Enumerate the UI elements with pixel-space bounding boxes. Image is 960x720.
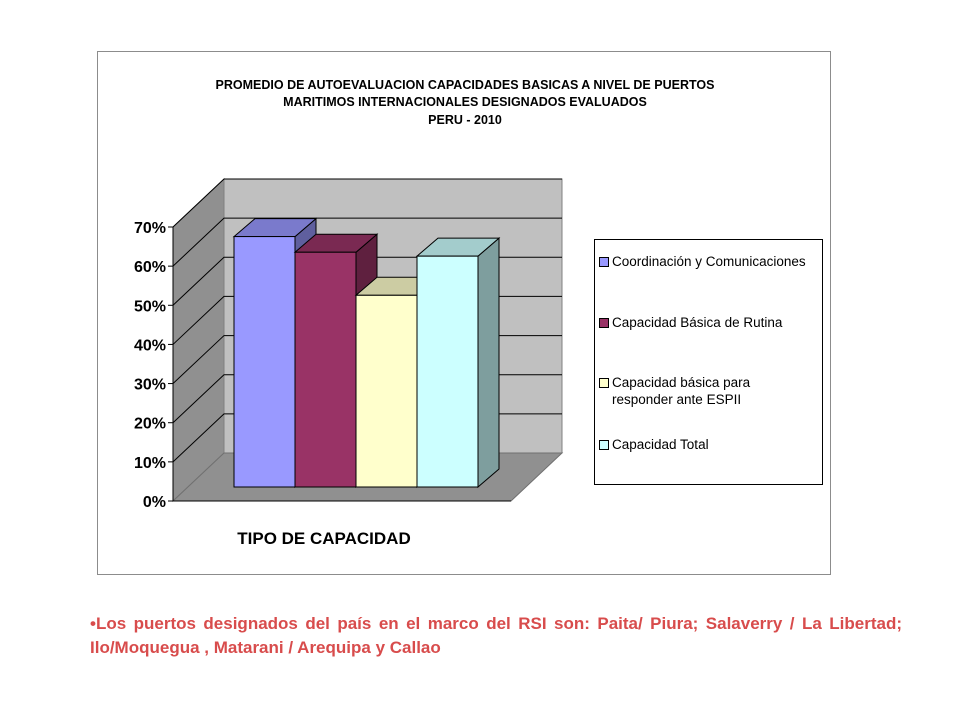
legend-item <box>599 374 779 408</box>
y-tick-label: 40% <box>133 337 166 355</box>
y-tick-label: 30% <box>133 376 166 394</box>
bar-side <box>478 238 499 487</box>
chart-title-line-2: MARITIMOS INTERNACIONALES DESIGNADOS EVALUADOS <box>283 95 647 109</box>
bar <box>234 237 295 487</box>
legend-swatch <box>599 378 609 388</box>
y-tick-label: 50% <box>133 298 166 316</box>
chart-title-line-3: PERU - 2010 <box>428 113 502 127</box>
chart-frame <box>97 51 831 575</box>
side-wall <box>173 179 224 501</box>
footnote <box>90 612 902 660</box>
x-axis-label: TIPO DE CAPACIDAD <box>237 529 411 548</box>
legend-item <box>599 253 822 270</box>
legend-swatch <box>599 318 609 328</box>
y-tick-label: 70% <box>133 220 166 237</box>
legend-label: Capacidad básica para responder ante ESPII <box>612 375 751 407</box>
legend-label: Capacidad Básica de Rutina <box>612 315 783 330</box>
footnote-text: Los puertos designados del país en el marco del RSI son: Paita/ Piura; Salaverry / La Libertad; Ilo/Moquegua , Matarani / Arequipa y Callao <box>90 614 902 657</box>
bar <box>295 252 356 487</box>
legend-item <box>599 436 819 453</box>
legend-label: Coordinación y Comunicaciones <box>612 254 806 269</box>
legend-swatch <box>599 257 609 267</box>
legend-label: Capacidad Total <box>612 437 709 452</box>
y-tick-label: 10% <box>133 454 166 472</box>
y-tick-label: 20% <box>133 415 166 433</box>
legend-swatch <box>599 440 609 450</box>
y-tick-label: 0% <box>142 494 166 511</box>
bar <box>356 295 417 487</box>
y-tick-label: 60% <box>133 259 166 277</box>
chart-title-line-1: PROMEDIO DE AUTOEVALUACION CAPACIDADES BASICAS A NIVEL DE PUERTOS <box>215 78 715 92</box>
chart-legend <box>594 239 823 485</box>
footnote-bullet: • <box>90 614 96 633</box>
bar <box>417 256 478 487</box>
legend-item <box>599 314 819 331</box>
